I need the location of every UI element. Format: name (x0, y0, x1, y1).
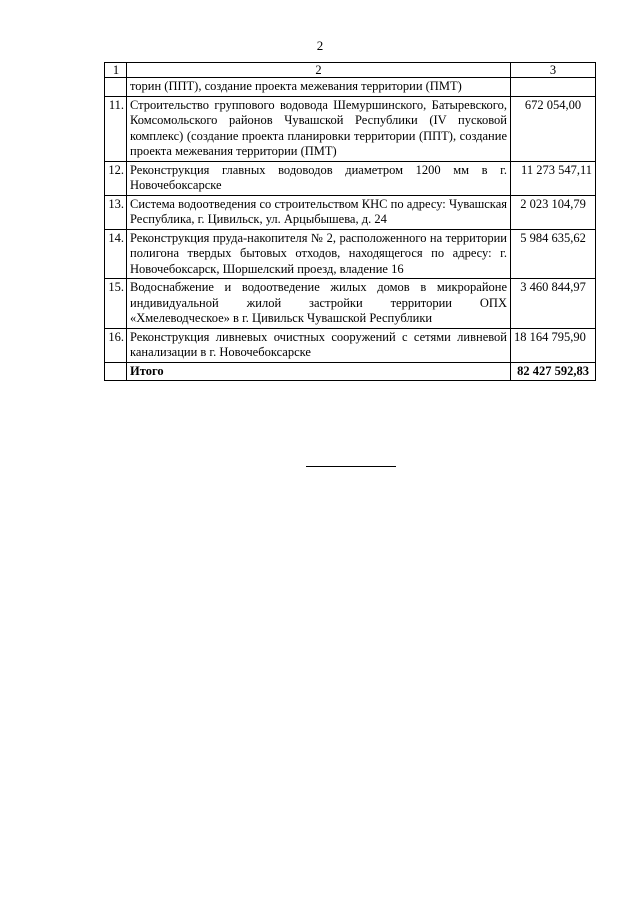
row-description: Реконструкция пруда-накопителя № 2, расположенного на территории полигона твердых бытовых отходов, находящегося по адресу: г. Новочебоксарск, Шоршелский проезд, владение 16 (127, 229, 511, 279)
row-description: Система водоотведения со строительством КНС по адресу: Чувашская Республика, г. Цивильск, ул. Арцыбышева, д. 24 (127, 195, 511, 229)
row-amount: 11 273 547,11 (511, 161, 596, 195)
row-description: Реконструкция главных водоводов диаметром 1200 мм в г. Новочебоксарске (127, 161, 511, 195)
total-label: Итого (127, 362, 511, 381)
row-number: 13. (105, 195, 127, 229)
table-row (105, 161, 596, 195)
column-header-3: 3 (511, 63, 596, 78)
row-number: 11. (105, 96, 127, 161)
table-row (105, 328, 596, 362)
total-amount: 82 427 592,83 (511, 362, 596, 381)
row-description: Реконструкция ливневых очистных сооружений с сетями ливневой канализации в г. Новочебоксарске (127, 328, 511, 362)
row-amount: 5 984 635,62 (511, 229, 596, 279)
row-number: 15. (105, 279, 127, 329)
page-number: 2 (316, 38, 324, 53)
row-amount (511, 78, 596, 97)
row-number (105, 78, 127, 97)
end-divider-line (306, 466, 396, 467)
row-description: торин (ППТ), создание проекта межевания территории (ПМТ) (127, 78, 511, 97)
row-amount: 672 054,00 (511, 96, 596, 161)
column-header-1: 1 (105, 63, 127, 78)
table-row (105, 195, 596, 229)
row-description: Строительство группового водовода Шемуршинского, Батыревского, Комсомольского районов Чувашской Республики (IV пусковой комплекс) (создание проекта планировки территории (ППТ), создание проекта межевания территории (ПМТ) (127, 96, 511, 161)
column-header-2: 2 (127, 63, 511, 78)
row-number: 12. (105, 161, 127, 195)
table-row (105, 96, 596, 161)
row-amount: 3 460 844,97 (511, 279, 596, 329)
table-header-row (105, 63, 596, 78)
table-row (105, 229, 596, 279)
row-number: 14. (105, 229, 127, 279)
row-description: Водоснабжение и водоотведение жилых домов в микрорайоне индивидуальной жилой застройки территории ОПХ «Хмелеводческое» в г. Цивильск Чувашской Республики (127, 279, 511, 329)
table-total-row (105, 362, 596, 381)
table-row (105, 78, 596, 97)
row-number: 16. (105, 328, 127, 362)
row-amount: 18 164 795,90 (511, 328, 596, 362)
row-amount: 2 023 104,79 (511, 195, 596, 229)
total-number-cell (105, 362, 127, 381)
funding-table (104, 62, 596, 381)
table-row (105, 279, 596, 329)
